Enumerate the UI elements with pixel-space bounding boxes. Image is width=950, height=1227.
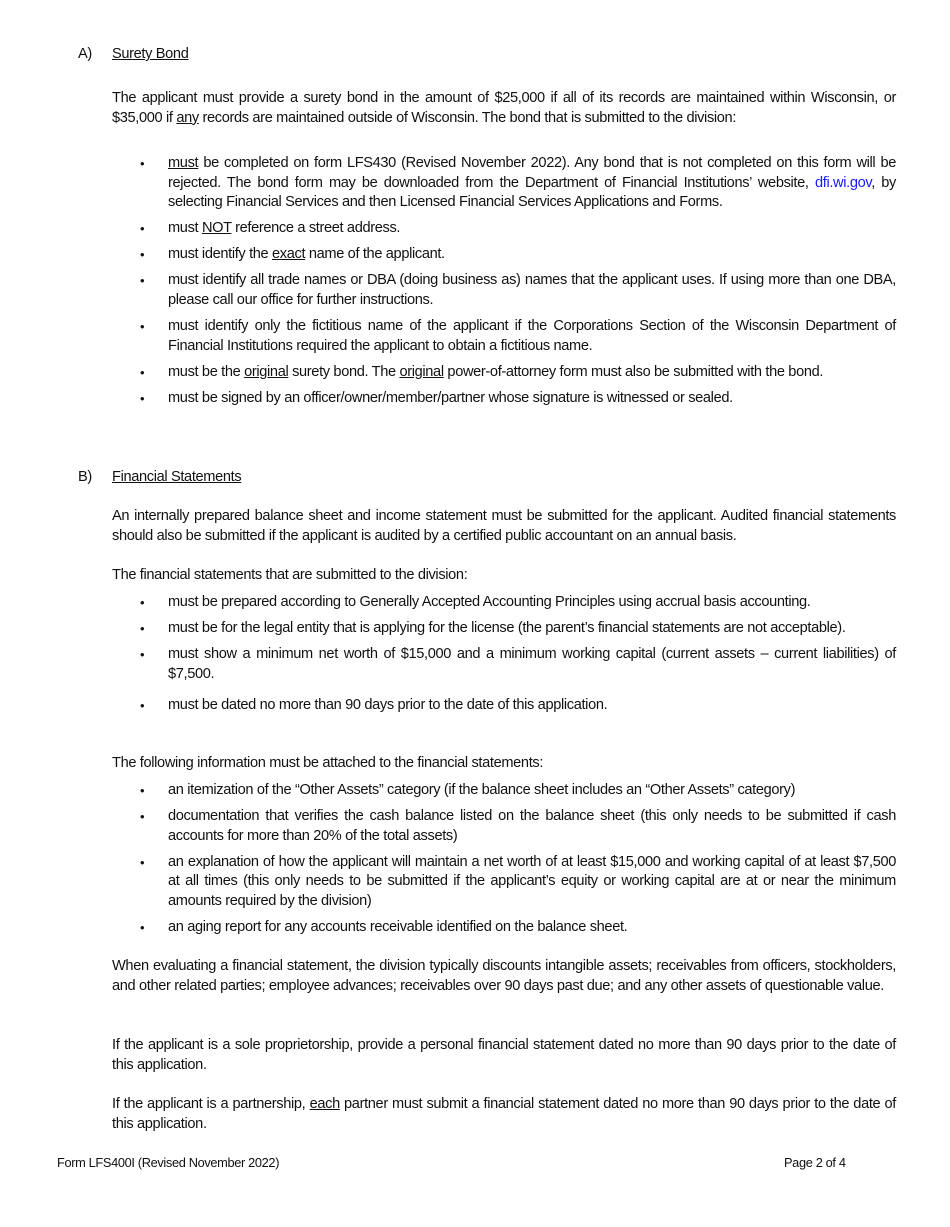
item-text: surety bond. The [288,363,400,380]
not-underlined: NOT [201,220,232,237]
exact-underlined: exact [272,246,306,263]
sole-proprietorship-paragraph: If the applicant is a sole proprietorship, provide a personal financial statement dated no more than 90 days prior to the date of this application. [112,1037,896,1073]
list-item [112,154,896,213]
list-item: • an aging report for any accounts receivable identified on the balance sheet. [112,918,896,938]
must-underlined: must [168,155,199,171]
item-text: If the applicant is a partnership, [112,1096,310,1112]
list-item [112,245,896,265]
section-b-letter: B) [78,469,92,485]
surety-bond-intro [112,89,896,128]
dfi-website-link[interactable]: dfi.wi.gov [814,174,872,191]
list-item: • documentation that verifies the cash balance listed on the balance sheet (this only needs to be submitted if cash accounts for more than 20% of the total assets) [112,807,896,846]
item-text: must [168,220,202,237]
financial-statements-intro: An internally prepared balance sheet and income statement must be submitted for the applicant. Audited financial statements should also be submitted if the applicant is audited by a certified public accountant on an annual basis. [112,508,896,544]
intro-text-1: The applicant must provide a surety bond in the amount of $25,000 if all of its records are maintained within Wisconsin, or $35,000 if [112,90,896,126]
item-text: be completed on form LFS430 (Revised November 2022). Any bond that is not completed on this form will be rejected. The bond form may be downloaded from the Department of Financial Institutions’ website, [168,155,896,191]
section-b-title: Financial Statements [112,469,242,485]
evaluation-paragraph: When evaluating a financial statement, the division typically discounts intangible assets; receivables from officers, stockholders, and other related parties; employee advances; receivables over 90 days past due; and any other assets of questionable value. [112,958,896,994]
financial-statements-lead: The financial statements that are submitted to the division: [112,567,468,583]
section-a-heading [78,44,188,64]
item-text: must be the [168,363,245,380]
list-item: • must identify all trade names or DBA (doing business as) names that the applicant uses. If using more than one DBA, please call our office for further instructions. [112,271,896,310]
item-text: must identify the [168,246,273,263]
partnership-paragraph [112,1095,896,1134]
list-item: • must identify only the fictitious name of the applicant if the Corporations Section of the Wisconsin Department of Financial Institutions required the applicant to obtain a fictitious name. [112,317,896,356]
original-underlined: original [399,363,444,380]
list-item [112,363,896,383]
list-item: • must be signed by an officer/owner/member/partner whose signature is witnessed or sealed. [112,389,896,409]
item-text: , by selecting Financial Services and then Licensed Financial Services Applications and Forms. [168,174,896,211]
section-b-heading [78,467,241,487]
financial-statements-requirements [112,593,896,722]
list-item: • must be prepared according to Generally Accepted Accounting Principles using accrual basis accounting. [112,593,896,613]
list-item: • must show a minimum net worth of $15,000 and a minimum working capital (current assets – current liabilities) of $7,500. [112,645,896,684]
intro-any: any [176,109,199,126]
footer-page-number: Page 2 of 4 [784,1155,846,1170]
list-item: • an itemization of the “Other Assets” category (if the balance sheet includes an “Other Assets” category) [112,781,896,801]
item-text: power-of-attorney form must also be submitted with the bond. [443,363,824,380]
section-a-letter: A) [78,46,92,62]
list-item [112,219,896,239]
list-item: • an explanation of how the applicant will maintain a net worth of at least $15,000 and working capital of at least $7,500 at all times (this only needs to be submitted if the applicant’s equity or working capital are at or near the minimum amounts required by the division) [112,853,896,912]
item-text: partner must submit a financial statement dated no more than 90 days prior to the date of this application. [112,1096,896,1132]
item-text: name of the applicant. [305,246,445,263]
intro-text-2: records are maintained outside of Wisconsin. The bond that is submitted to the division: [198,109,737,126]
list-item: • must be for the legal entity that is applying for the license (the parent’s financial statements are not acceptable). [112,619,896,639]
surety-bond-requirements [112,154,896,415]
item-text: reference a street address. [231,220,401,237]
attachments-list [112,781,896,944]
attachments-lead: The following information must be attached to the financial statements: [112,755,544,771]
footer-form-id: Form LFS400I (Revised November 2022) [57,1155,280,1170]
section-a-title: Surety Bond [112,46,189,62]
each-underlined: each [309,1096,340,1112]
list-item: • must be dated no more than 90 days prior to the date of this application. [112,696,896,716]
original-underlined: original [244,363,289,380]
